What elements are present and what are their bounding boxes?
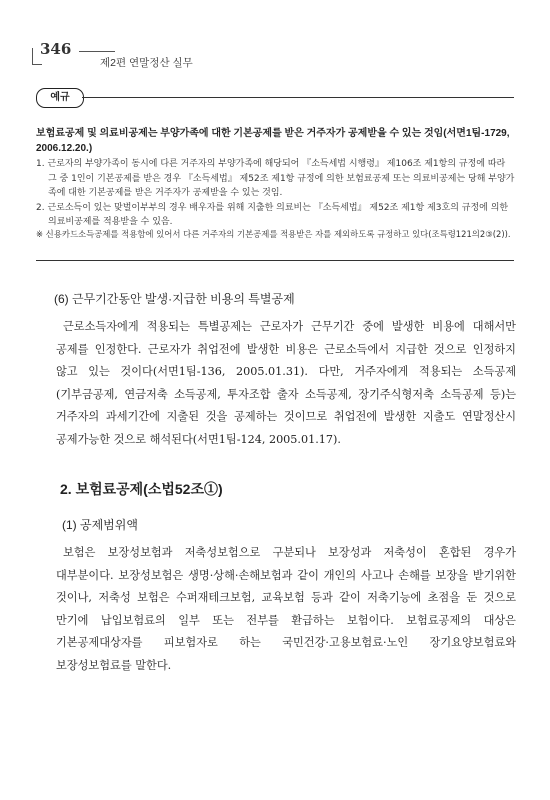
section-2-1-heading: (1) 공제범위액 [62, 518, 138, 532]
example-items [36, 157, 516, 230]
section-6-paragraph: 근로소득자에게 적용되는 특별공제는 근로자가 근무기간 중에 발생한 비용에 대해서만 공제를 인정한다. 근로자가 취업전에 발생한 비용은 근로소득에서 지급한 것으로 인정하지 않고 있는 것이다(서면1팀-136, 2005.01.31). 다만, 거주자에게 적용되는 소득공제(기부금공제, 연금저축 소득공제, 투자조합 출자 소득공제, 장기주식형저축 소득공제 등)는 거주자의 과세기간에 지출된 것을 공제하는 것이므로 취업전에 발생한 지출도 연말정산시 공제가능한 것으로 해석된다(서면1팀-124, 2005.01.17). [56, 320, 516, 446]
example-item-1: 1. 근로자의 부양가족이 동시에 다른 거주자의 부양가족에 해당되어 『소득세법 시행령』 제106조 제1항의 규정에 따라 그 중 1인이 기본공제를 받은 경우 『소득세법』 제52조 제1항 규정에 의한 보험료공제 또는 의료비공제는 당해 부양가족에 대한 기본공제를 받은 거주자가 공제받을 수 있는 것임. [36, 159, 515, 198]
example-note: ※ 신용카드소득공제를 적용함에 있어서 다른 거주자의 기본공제를 적용받은 자를 제외하도록 규정하고 있다(조특령121의2③(2)). [36, 229, 511, 239]
example-tag: 예규 [36, 88, 84, 108]
chapter-title: 제2편 연말정산 실무 [100, 57, 193, 69]
section-2-heading: 2. 보험료공제(소법52조①) [60, 481, 223, 497]
header-rule [79, 51, 115, 52]
example-item-2: 2. 근로소득이 있는 맞벌이부부의 경우 배우자를 위해 지출한 의료비는 『소득세법』 제52조 제1항 제3호의 규정에 의한 의료비공제를 적용받을 수 있음. [36, 202, 509, 227]
example-title: 보험료공제 및 의료비공제는 부양가족에 대한 기본공제를 받은 거주자가 공제받을 수 있는 것임(서면1팀-1729, 2006.12.20.) [36, 128, 510, 154]
page-number: 346 [40, 40, 72, 58]
section-2-1-paragraph: 보험은 보장성보험과 저축성보험으로 구분되나 보장성과 저축성이 혼합된 경우가 대부분이다. 보장성보험은 생명·상해·손해보험과 같이 개인의 사고나 손해를 보장을 받기위한 것이나, 저축성 보험은 수퍼재테크보험, 교육보험 등과 같이 저축기능에 초점을 둔 것으로 만기에 납입보험료의 일부 또는 전부를 환급하는 보험이다. 보험료공제의 대상은 기본공제대상자를 피보험자로 하는 국민건강·고용보험료·노인 장기요양보험료와 보장성보험료를 말한다. [56, 546, 516, 672]
example-top-rule [82, 97, 514, 98]
example-bottom-rule [36, 260, 514, 261]
section-6-heading: (6) 근무기간동안 발생·지급한 비용의 특별공제 [54, 292, 295, 306]
